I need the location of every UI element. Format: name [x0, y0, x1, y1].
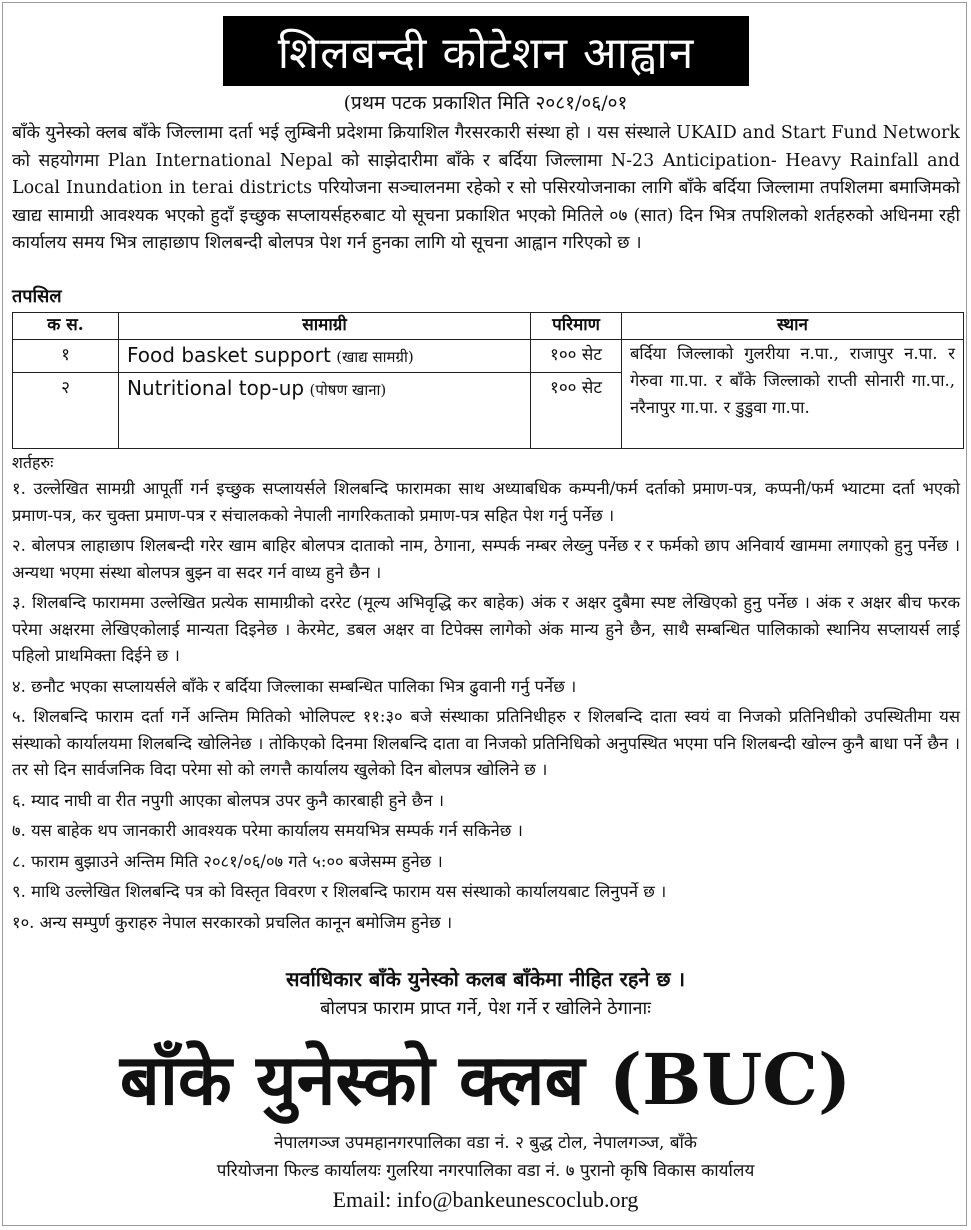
term-text: बोलपत्र लाहाछाप शिलबन्दी गरेर खाम बाहिर बोलपत्र दाताको नाम, ठेगाना, सम्पर्क नम्बर लेख्नु पर्नेछ र र फर्मको छाप अनिवार्य खाममा लगाएको हुनु पर्नेछ । अन्यथा भएमा संस्था बोलपत्र बुझ्न वा सदर गर्न वाध्य हुने छैन । — [12, 536, 960, 582]
items-table — [12, 312, 964, 449]
list-item — [12, 849, 960, 876]
terms-list — [12, 476, 960, 940]
row-item — [119, 340, 531, 373]
organization-name: बाँके युनेस्को क्लब (BUC) — [119, 1038, 852, 1121]
header-qty: परिमाण — [531, 313, 622, 340]
item-name-en: Nutritional top-up — [127, 376, 305, 400]
address-lead: बोलपत्र फाराम प्राप्त गर्ने, पेश गर्ने र खोलिने ठेगानाः — [320, 998, 651, 1019]
list-item — [12, 818, 960, 845]
list-item — [12, 476, 960, 529]
term-number: १. — [12, 479, 26, 498]
list-item — [12, 788, 960, 815]
header-location: स्थान — [622, 313, 964, 340]
list-item — [12, 879, 960, 906]
term-text: शिलबन्दि फाराममा उल्लेखित प्रत्येक सामाग्रीको दररेट (मूल्य अभिवृद्धि कर बाहेक) अंक र अक्षर दुबैमा स्पष्ट लेखिएको हुनु पर्नेछ । अंक र अक्षर बीच फरक परेमा अक्षरमा लेखिएकोलाई मान्यता दिइनेछ । केरमेट, डबल अक्षर वा टिपेक्स लागेको अंक मान्य हुने छैन, साथै सम्बन्धित पालिकाको स्थानिय सप्लायर्स लाई पहिलो प्राथमिक्ता दिईने छ । — [12, 593, 960, 665]
address-line-1: नेपालगञ्ज उपमहानगरपालिका वडा नं. २ बुद्ध टोल, नेपालगञ्ज, बाँके — [273, 1133, 697, 1153]
row-qty: १०० सेट — [531, 373, 622, 449]
table-row — [13, 340, 964, 373]
intro-paragraph — [12, 120, 960, 258]
term-number: ३. — [12, 593, 26, 612]
header-item: सामाग्री — [119, 313, 531, 340]
row-sn: १ — [13, 340, 119, 373]
term-number: ८. — [12, 851, 26, 871]
term-text: उल्लेखित सामग्री आपूर्ती गर्न इच्छुक सप्लायर्सले शिलबन्दि फारामका साथ अध्याबधिक कम्पनी/फर्म दर्ताको प्रमाण-पत्र, कप्पनी/फर्म भ्याटमा दर्ता भएको प्रमाण-पत्र, कर चुक्ता प्रमाण-पत्र र संचालकको नेपाली नागरिकताको प्रमाण-पत्र सहित पेश गर्नु पर्नेछ । — [12, 479, 960, 525]
intro-text: बाँके युनेस्को क्लब बाँके जिल्लामा दर्ता भई लुम्बिनी प्रदेशमा क्रियाशिल गैरसरकारी संस्था हो । यस संस्थाले UKAID and Start Fund Network को सहयोगमा Plan International Nepal को साझेदारीमा बाँके र बर्दिया जिल्लामा N-23 Anticipation- Heavy Rainfall and Local Inundation in terai districts परियोजना सञ्चालनमा रहेको र सो पसिरयोजनाका लागि बाँके बर्दिया जिल्लामा तपशिलमा बमाजिमको खाद्य सामाग्री आवश्यक भएको हुदाँ इच्छुक सप्लायर्सहरुबाट यो सूचना प्रकाशित भएको मितिले ०७ (सात) दिन भित्र तपशिलको शर्तहरुको अधिनमा रही कार्यालय समय भित्र लाहाछाप शिलबन्दी बोलपत्र पेश गर्न हुनका लागि यो सूचना आह्वान गरिएको छ । — [12, 123, 960, 253]
term-number: ५. — [12, 707, 26, 726]
term-text: शिलबन्दि फाराम दर्ता गर्ने अन्तिम मितिको भोलिपल्ट ११:३० बजे संस्थाका प्रतिनिधीहरु र शिलबन्दि दाता स्वयं वा निजको प्रतिनिधीको उपस्थितीमा यस संस्थाको कार्यालयमा शिलबन्दि खोलिनेछ । तोकिएको दिनमा शिलबन्दि दाता वा निजको प्रतिनिधिको अनुपस्थित भएमा पनि शिलबन्दी खोल्न कुनै बाधा पर्ने छैन । तर सो दिन सार्वजनिक विदा परेमा सो को लगत्तै कार्यालय खुलेको दिन बोलपत्र खोलिने छ । — [12, 707, 961, 779]
row-item — [119, 373, 531, 449]
row-qty: १०० सेट — [531, 340, 622, 373]
notice-title: शिलबन्दी कोटेशन आह्वान — [223, 16, 749, 86]
list-item — [12, 704, 960, 784]
schedule-heading: तपसिल — [12, 286, 62, 307]
term-number: ४. — [12, 676, 26, 696]
term-number: १०. — [12, 912, 35, 932]
item-name-en: Food basket support — [127, 343, 331, 367]
term-number: ६. — [12, 790, 26, 810]
item-name-np: (पोषण खाना) — [309, 381, 387, 399]
list-item — [12, 533, 960, 586]
term-text: यस बाहेक थप जानकारी आवश्यक परेमा कार्यालय समयभित्र सम्पर्क गर्न सकिनेछ । — [31, 821, 523, 840]
term-text: फाराम बुझाउने अन्तिम मिति २०८१/०६/०७ गते ५:०० बजेसम्म हुनेछ । — [31, 851, 443, 871]
term-text: अन्य सम्पुर्ण कुराहरु नेपाल सरकारको प्रचलित कानून बमोजिम हुनेछ । — [39, 912, 453, 932]
terms-heading: शर्तहरुः — [12, 453, 54, 472]
header-sn: क स. — [13, 313, 119, 340]
row-sn: २ — [13, 373, 119, 449]
list-item — [12, 674, 960, 701]
term-text: छनौट भएका सप्लायर्सले बाँके र बर्दिया जिल्लाका सम्बन्धित पालिका भित्र ढुवानी गर्नु पर्नेछ । — [31, 676, 577, 696]
term-text: म्याद नाघी वा रीत नपुगी आएका बोलपत्र उपर कुनै कारबाही हुने छैन । — [31, 790, 445, 810]
term-number: ९. — [12, 882, 26, 901]
item-name-np: (खाद्य सामग्री) — [336, 348, 414, 366]
list-item — [12, 910, 960, 937]
contact-email: Email: info@bankeunescoclub.org — [332, 1187, 639, 1212]
term-number: २. — [12, 536, 26, 555]
location-cell: बर्दिया जिल्लाको गुलरीया न.पा., राजापुर न.पा. र गेरुवा गा.पा. र बाँके जिल्लाको राप्ती सोनारी गा.पा., नरैनापुर गा.पा. र डुडुवा गा.पा. — [622, 340, 964, 449]
term-number: ७. — [12, 821, 26, 840]
address-line-2: परियोजना फिल्ड कार्यालयः गुलरिया नगरपालिका वडा नं. ७ पुरानो कृषि विकास कार्यालय — [216, 1161, 755, 1181]
table-header-row — [13, 313, 964, 340]
rights-notice: सर्वाधिकार बाँके युनेस्को कलब बाँकेमा नीहित रहने छ । — [285, 967, 686, 991]
term-text: माथि उल्लेखित शिलबन्दि पत्र को विस्तृत विवरण र शिलबन्दि फाराम यस संस्थाको कार्यालयबाट लिनुपर्ने छ । — [31, 882, 667, 901]
publication-date: (प्रथम पटक प्रकाशित मिति २०८१/०६/०१ — [343, 92, 628, 114]
list-item — [12, 590, 960, 670]
